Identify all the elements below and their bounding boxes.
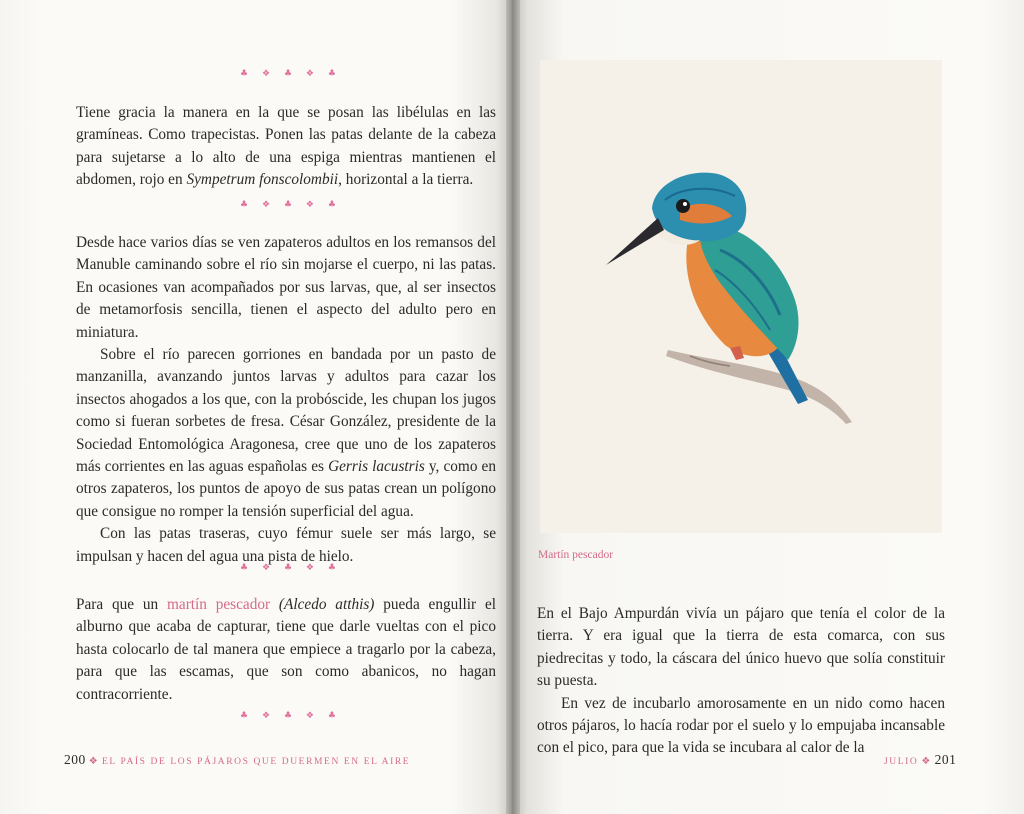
diamond-separator-icon: ❖	[921, 756, 932, 767]
paragraph-water-striders: Desde hace varios días se ven zapateros adultos en los remansos del Manuble caminando sobre el río sin mojarse el cuerpo, ni las patas. En ocasiones van acompañados por sus larvas, que, al ser insectos de metamorfosis sencilla, tienen el aspecto del adulto pero en miniatura.	[76, 234, 496, 341]
ornament-glyph: ❖	[261, 69, 271, 79]
ornament-glyph: ♣	[327, 711, 336, 721]
kingfisher-drawing	[540, 60, 942, 533]
ornament-glyph: ♣	[240, 200, 249, 210]
paragraph-dragonflies	[76, 102, 496, 192]
ornament-glyph: ♣	[240, 711, 249, 721]
ornament-glyph: ❖	[305, 69, 314, 79]
ornament-glyph: ❖	[305, 711, 314, 721]
section-water-striders	[76, 232, 496, 568]
kingfisher-highlight: martín pescador	[167, 596, 271, 613]
paragraph-text: Sobre el río parecen gorriones en bandada por un pasto de manzanilla, avanzando juntos larvas y adultos para cazar los insectos ahogados a los que, con la probóscide, les chupan los jugos como si fueran sorbetes de fresa. César González, presidente de la Sociedad Entomológica Aragonesa, cree que uno de los zapateros más corrientes en las aguas españolas es	[76, 346, 496, 476]
ornament-glyph: ♣	[283, 69, 293, 79]
right-footer	[884, 752, 956, 768]
ornament-glyph: ♣	[240, 69, 249, 79]
ornament-glyph: ♣	[327, 563, 336, 573]
paragraph-text: y, como en otros zapateros, los puntos de apoyo de sus patas crean un polígono que consigue no romper la tensión superficial del agua.	[76, 458, 496, 520]
ornament-glyph: ❖	[261, 563, 271, 573]
species-name: Gerris lacustris	[328, 458, 425, 476]
ornament-glyph: ♣	[283, 200, 293, 210]
right-text-block	[537, 603, 945, 760]
ornament-glyph: ♣	[327, 69, 336, 79]
section-ornament	[240, 68, 336, 80]
ornament-glyph: ❖	[305, 200, 314, 210]
species-name: Sympetrum fonscolombii	[186, 171, 339, 189]
page-number: 201	[934, 752, 957, 767]
paragraph-kingfisher	[76, 594, 496, 706]
figure-caption: Martín pescador	[538, 549, 614, 561]
section-ornament	[240, 710, 336, 722]
page-number: 200	[64, 752, 86, 767]
paragraph-incubation: En vez de incubarlo amorosamente en un nido como hacen otros pájaros, lo hacía rodar por el suelo y lo empujaba incansable con el pico, para que la vida se incubara al calor de la	[537, 694, 945, 757]
ornament-glyph: ♣	[240, 563, 249, 573]
paragraph-hind-legs: Con las patas traseras, cuyo fémur suele ser más largo, se impulsan y hacen del agua una pista de hielo.	[76, 525, 496, 565]
diamond-separator-icon: ❖	[88, 756, 100, 767]
left-footer	[64, 752, 410, 768]
species-name: (Alcedo atthis)	[270, 596, 375, 613]
section-ornament	[240, 562, 336, 574]
book-gutter	[506, 0, 520, 814]
paragraph-text: Tiene gracia la manera en la que se posan las libélulas en las gramíneas. Como trapecistas. Ponen las patas delante de la cabeza para sujetarse a lo alto de una espiga mientras mantienen el abdomen, rojo en	[76, 104, 496, 189]
ornament-glyph: ♣	[283, 563, 293, 573]
ornament-glyph: ♣	[283, 711, 293, 721]
section-ornament	[240, 199, 336, 211]
paragraph-text: , horizontal a la tierra.	[338, 171, 474, 189]
ornament-glyph: ❖	[261, 200, 271, 210]
paragraph-gerris	[76, 344, 496, 523]
running-head: JULIO	[884, 757, 919, 767]
kingfisher-illustration	[540, 60, 942, 533]
ornament-glyph: ♣	[327, 200, 336, 210]
paragraph-text: pueda engullir el alburno que acaba de capturar, tiene que darle vueltas con el pico hasta colocarlo de tal manera que empiece a tragarlo por la cabeza, para que las escamas, que son como abanicos, no hagan contracorriente.	[76, 596, 496, 703]
paragraph-ampurdan: En el Bajo Ampurdán vivía un pájaro que tenía el color de la tierra. Y era igual que la tierra de esta comarca, con sus piedrecitas y todo, la cáscara del único huevo que solía constituir su puesta.	[537, 605, 945, 690]
ornament-glyph: ❖	[261, 711, 271, 721]
ornament-glyph: ❖	[305, 563, 314, 573]
running-head: EL PAÍS DE LOS PÁJAROS QUE DUERMEN EN EL AIRE	[102, 757, 411, 767]
paragraph-text: Para que un	[76, 596, 167, 613]
